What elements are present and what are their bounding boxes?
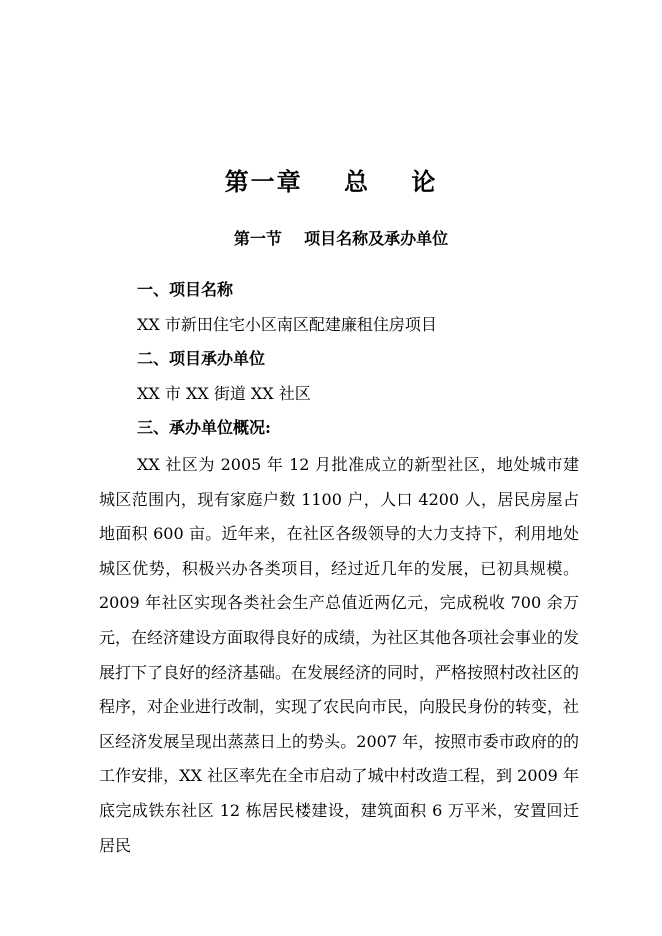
chapter-title: 第一章 总 论 — [224, 167, 438, 196]
overview-heading: 三、承办单位概况: — [137, 418, 271, 437]
overview-paragraph: XX 社区为 2005 年 12 月批准成立的新型社区，地处城市建城区范围内，现有家庭户数 1100 户，人口 4200 人，居民房屋占地面积 600 亩。近年来，在社区各级领导的大力支持下，利用地处城区优势，积极兴办各类项目，经过近几年的发展，已初具规模。2009 年社区实现各类社会生产总值近两亿元，完成税收 700 余万元，在经济建设方面取得良好的成绩，为社区其他各项社会事业的发展打下了良好的经济基础。在发展经济的同时，严格按照村改社区的程序，对企业进行改制，实现了农民向市民，向股民身份的转变，社区经济发展呈现出蒸蒸日上的势头。2007 年，按照市委市政府的的工作安排，XX 社区率先在全市启动了城中村改造工程，到 2009 年底完成铁东社区 12 栋居民楼建设，建筑面积 6 万平米，安置回迁居民 — [99, 455, 580, 855]
project-name-text: XX 市新田住宅小区南区配建廉租住房项目 — [137, 315, 437, 334]
project-name-heading: 一、项目名称 — [137, 280, 234, 299]
organizer-heading: 二、项目承办单位 — [137, 349, 266, 368]
section-title: 第一节 项目名称及承办单位 — [233, 229, 449, 248]
organizer-text: XX 市 XX 街道 XX 社区 — [137, 384, 311, 403]
